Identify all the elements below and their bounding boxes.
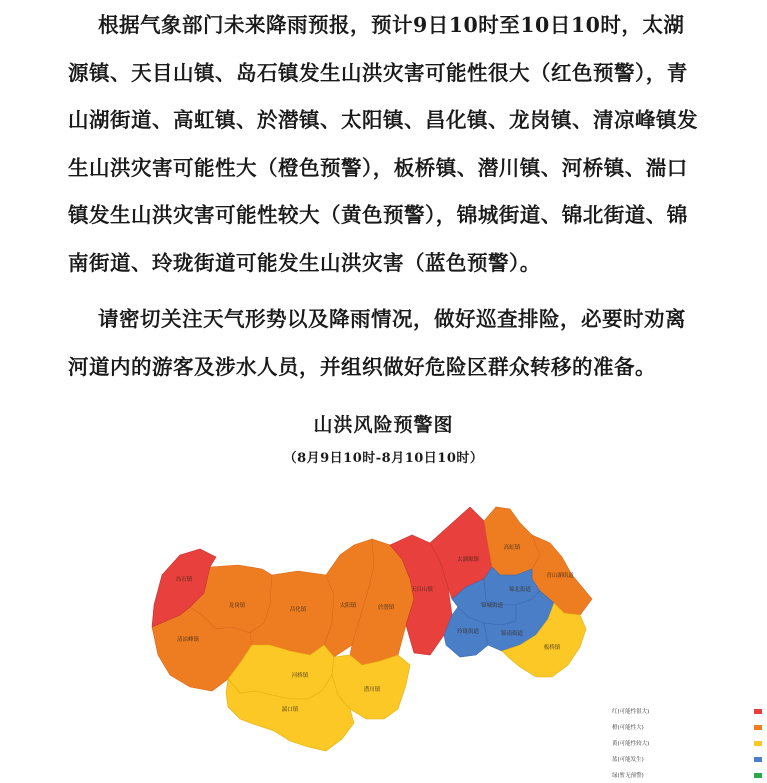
flood-risk-map: [140, 495, 620, 765]
legend-item-blue: [612, 751, 762, 767]
advice-paragraph: [68, 296, 698, 391]
legend-item-green: [612, 767, 762, 783]
advice-text: 请密切关注天气形势以及降雨情况，做好巡查排险，必要时劝离河道内的游客及涉水人员，并组织做好危险区群众转移的准备。: [68, 307, 686, 379]
label-taiyang: 太阳镇: [339, 603, 357, 609]
label-qianchuan: 潜川镇: [363, 687, 381, 693]
legend-item-red: [612, 703, 762, 719]
legend-swatch-red: [754, 709, 762, 714]
legend-label-green: 绿(暂无预警): [612, 773, 644, 779]
label-linglong: 玲珑街道: [456, 629, 480, 635]
label-jinnan: 锦南街道: [500, 631, 524, 637]
map-title: 山洪风险预警图: [313, 414, 454, 436]
label-gaohong: 高虹镇: [503, 545, 521, 551]
legend-swatch-orange: [754, 725, 762, 730]
label-taihuyuan: 太湖源镇: [456, 557, 480, 563]
forecast-paragraph: [68, 2, 698, 287]
forecast-text: 根据气象部门未来降雨预报，预计9日10时至10日10时，太湖源镇、天目山镇、岛石镇发生山洪灾害可能性很大（红色预警），青山湖街道、高虹镇、於潜镇、太阳镇、昌化镇、龙岗镇、清凉峰镇发生山洪灾害可能性大（橙色预警），板桥镇、潜川镇、河桥镇、湍口镇发生山洪灾害可能性较大（黄色预警），锦城街道、锦北街道、锦南街道、玲珑街道可能发生山洪灾害（蓝色预警）。: [68, 13, 698, 275]
label-qingliangfeng: 清凉峰镇: [176, 637, 200, 643]
label-daoshi: 岛石镇: [175, 577, 193, 583]
map-legend: [612, 703, 762, 783]
label-heqiao: 河桥镇: [291, 673, 309, 679]
label-jincheng: 锦城街道: [480, 603, 504, 609]
label-qingshanhu: 青山湖街道: [546, 573, 574, 579]
label-banqiao: 板桥镇: [543, 645, 561, 651]
legend-item-yellow: [612, 735, 762, 751]
map-subtitle: （8月9日10时-8月10日10时）: [283, 451, 484, 466]
label-changhua: 昌化镇: [289, 607, 307, 613]
legend-swatch-yellow: [754, 741, 762, 746]
label-jinbei: 锦北街道: [508, 587, 532, 593]
legend-label-yellow: 黄(可能性较大): [612, 741, 650, 747]
legend-swatch-blue: [754, 757, 762, 762]
legend-item-orange: [612, 719, 762, 735]
legend-label-orange: 橙(可能性大): [612, 725, 644, 731]
label-yuqian: 於潜镇: [377, 605, 395, 611]
legend-swatch-green: [754, 773, 762, 778]
label-tuankou: 湍口镇: [281, 707, 299, 713]
region-gaohong: [484, 507, 540, 575]
label-longgang: 龙岗镇: [228, 603, 246, 609]
legend-label-red: 红(可能性很大): [612, 709, 650, 715]
legend-label-blue: 蓝(可能发生): [612, 757, 644, 763]
label-tianmushan: 天目山镇: [410, 587, 434, 593]
